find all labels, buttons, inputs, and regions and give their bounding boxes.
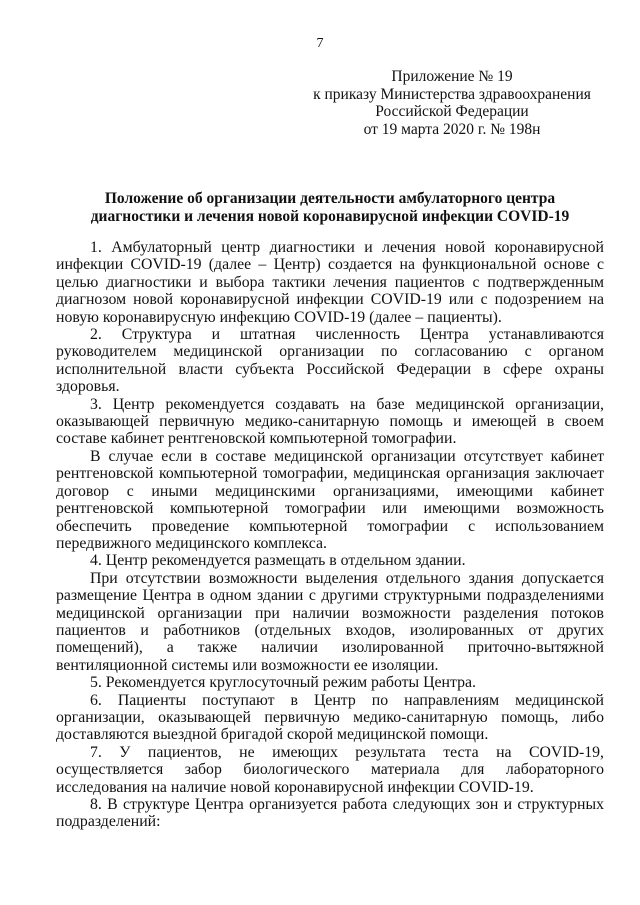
- appendix-order-ref: к приказу Министерства здравоохранения: [313, 85, 591, 103]
- paragraph-2: 2. Структура и штатная численность Центра устанавливаются руководителем медицинской организации по согласованию с органом исполнительной власти субъекта Российской Федерации в сфере охраны здоровья.: [56, 326, 604, 396]
- document-body: [56, 239, 604, 831]
- title-line-1: Положение об организации деятельности амбулаторного центра: [104, 190, 556, 207]
- appendix-country: Российской Федерации: [375, 103, 529, 121]
- title-line-2: диагностики и лечения новой коронавирусной инфекции COVID-19: [90, 207, 570, 225]
- paragraph-6: 6. Пациенты поступают в Центр по направлениям медицинской организации, оказывающей первичную медико-санитарную помощь, либо доставляются выездной бригадой скорой медицинской помощи.: [56, 691, 604, 744]
- paragraph-4: 4. Центр рекомендуется размещать в отдельном здании.: [90, 552, 466, 570]
- paragraph-3-ct: В случае если в составе медицинской организации отсутствует кабинет рентгеновской компьютерной томографии, медицинская организация заключает договор с иными медицинскими организациями, имеющими кабинет рентгеновской компьютерной томографии или имеющими возможность обеспечить проведение компьютерной томографии с использованием передвижного медицинского комплекса.: [56, 447, 604, 552]
- paragraph-3: 3. Центр рекомендуется создавать на базе медицинской организации, оказывающей первичную медико-санитарную помощь и имеющей в своем составе кабинет рентгеновской компьютерной томографии.: [56, 395, 604, 448]
- paragraph-7: 7. У пациентов, не имеющих результата теста на COVID-19, осуществляется забор биологического материала для лабораторного исследования на наличие новой коронавирусной инфекции COVID-19.: [56, 743, 604, 796]
- paragraph-5: 5. Рекомендуется круглосуточный режим работы Центра.: [90, 674, 476, 692]
- paragraph-4-alt: При отсутствии возможности выделения отдельного здания допускается размещение Центра в одном здании с другими структурными подразделениями медицинской организации при наличии возможности разделения потоков пациентов и работников (отдельных входов, изолированных от других помещений), а также наличии изолированной приточно-вытяжной вентиляционной системы или возможности ее изоляции.: [56, 569, 604, 674]
- appendix-date: от 19 марта 2020 г. № 198н: [363, 120, 541, 138]
- paragraph-1: 1. Амбулаторный центр диагностики и лечения новой коронавирусной инфекции COVID-19 (далее – Центр) создается на функциональной основе с целью диагностики и выбора тактики лечения пациентов с подтвержденным диагнозом новой коронавирусной инфекции COVID-19 или с подозрением на новую коронавирусную инфекцию COVID-19 (далее – пациенты).: [56, 239, 604, 326]
- document-title: [60, 190, 600, 225]
- page-number: 7: [316, 36, 324, 51]
- appendix-number: Приложение № 19: [391, 68, 513, 85]
- appendix-header: [300, 68, 604, 138]
- paragraph-8: 8. В структуре Центра организуется работа следующих зон и структурных подразделений:: [56, 796, 604, 831]
